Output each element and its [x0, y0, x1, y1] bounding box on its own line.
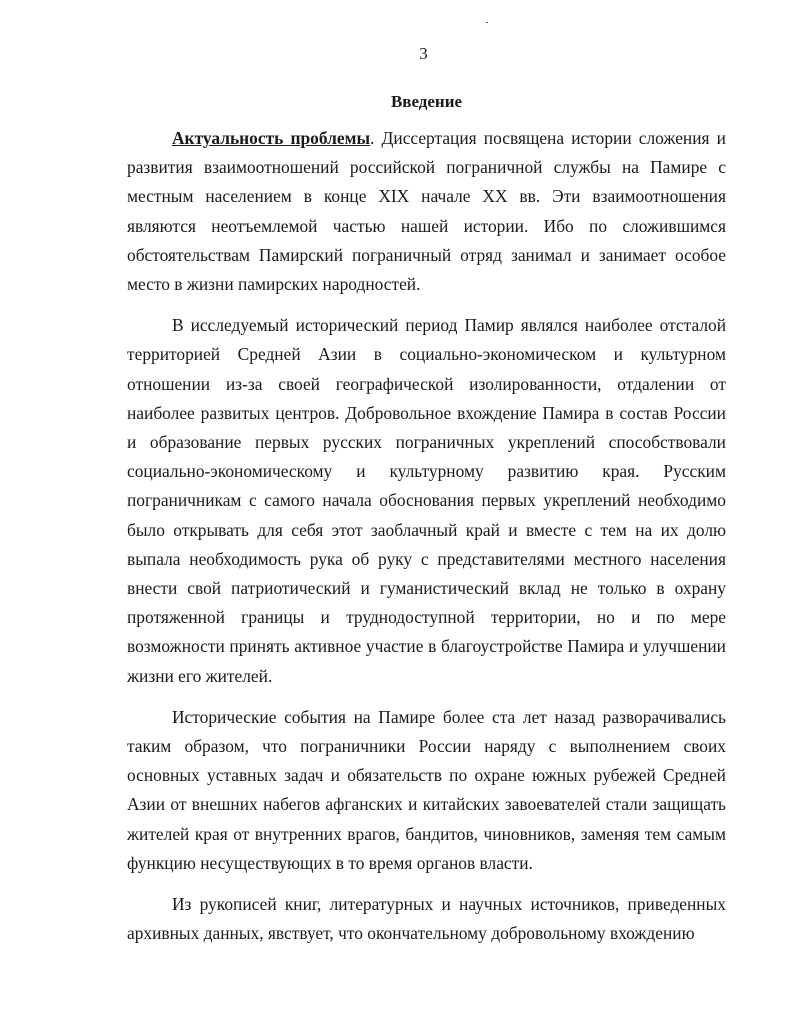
paragraph-4: Из рукописей книг, литературных и научных источников, приведенных архивных данных, явствует, что окончательному добровольному вхождению: [127, 894, 726, 944]
paragraph-2: В исследуемый исторический период Памир являлся наиболее отсталой территорией Средней Азии в социально-экономическом и культурном отношении из-за своей географической изолированности, отдалении от наиболее развитых центров. Добровольное вхождение Памира в состав России и образование первых русских пограничных укреплений способствовали социально-экономическому и культурному развитию края. Русским пограничникам с самого начала обоснования первых укреплений необходимо было открывать для себя этот заоблачный край и вместе с тем на их долю выпала необходимость рука об руку с представителями местного населения внести свой патриотический и гуманистический вклад не только в охрану протяженной границы и труднодоступной территории, но и по мере возможности принять активное участие в благоустройстве Памира и улучшении жизни его жителей.: [127, 315, 726, 686]
paragraph-text: . Диссертация посвящена истории сложения и развития взаимоотношений российской пограничной службы на Памире с местным населением в конце XIX начале XX вв. Эти взаимоотношения являются неотъемлемой частью нашей истории. Ибо по сложившимся обстоятельствам Памирский пограничный отряд занимал и занимает особое место в жизни памирских народностей.: [127, 128, 726, 295]
paragraph-1: [127, 124, 726, 299]
scan-speck: [486, 22, 488, 23]
page-number: 3: [419, 44, 428, 63]
section-heading: Введение: [390, 92, 463, 111]
paragraph-3: Исторические события на Памире более ста лет назад разворачивались таким образом, что пограничники России наряду с выполнением своих основных уставных задач и обязательств по охране южных рубежей Средней Азии от внешних набегов афганских и китайских завоевателей стали защищать жителей края от внутренних врагов, бандитов, чиновников, заменяя тем самым функцию несуществующих в то время органов власти.: [127, 706, 726, 873]
body-text: [127, 124, 726, 960]
paragraph-lead: Актуальность проблемы: [172, 128, 371, 148]
